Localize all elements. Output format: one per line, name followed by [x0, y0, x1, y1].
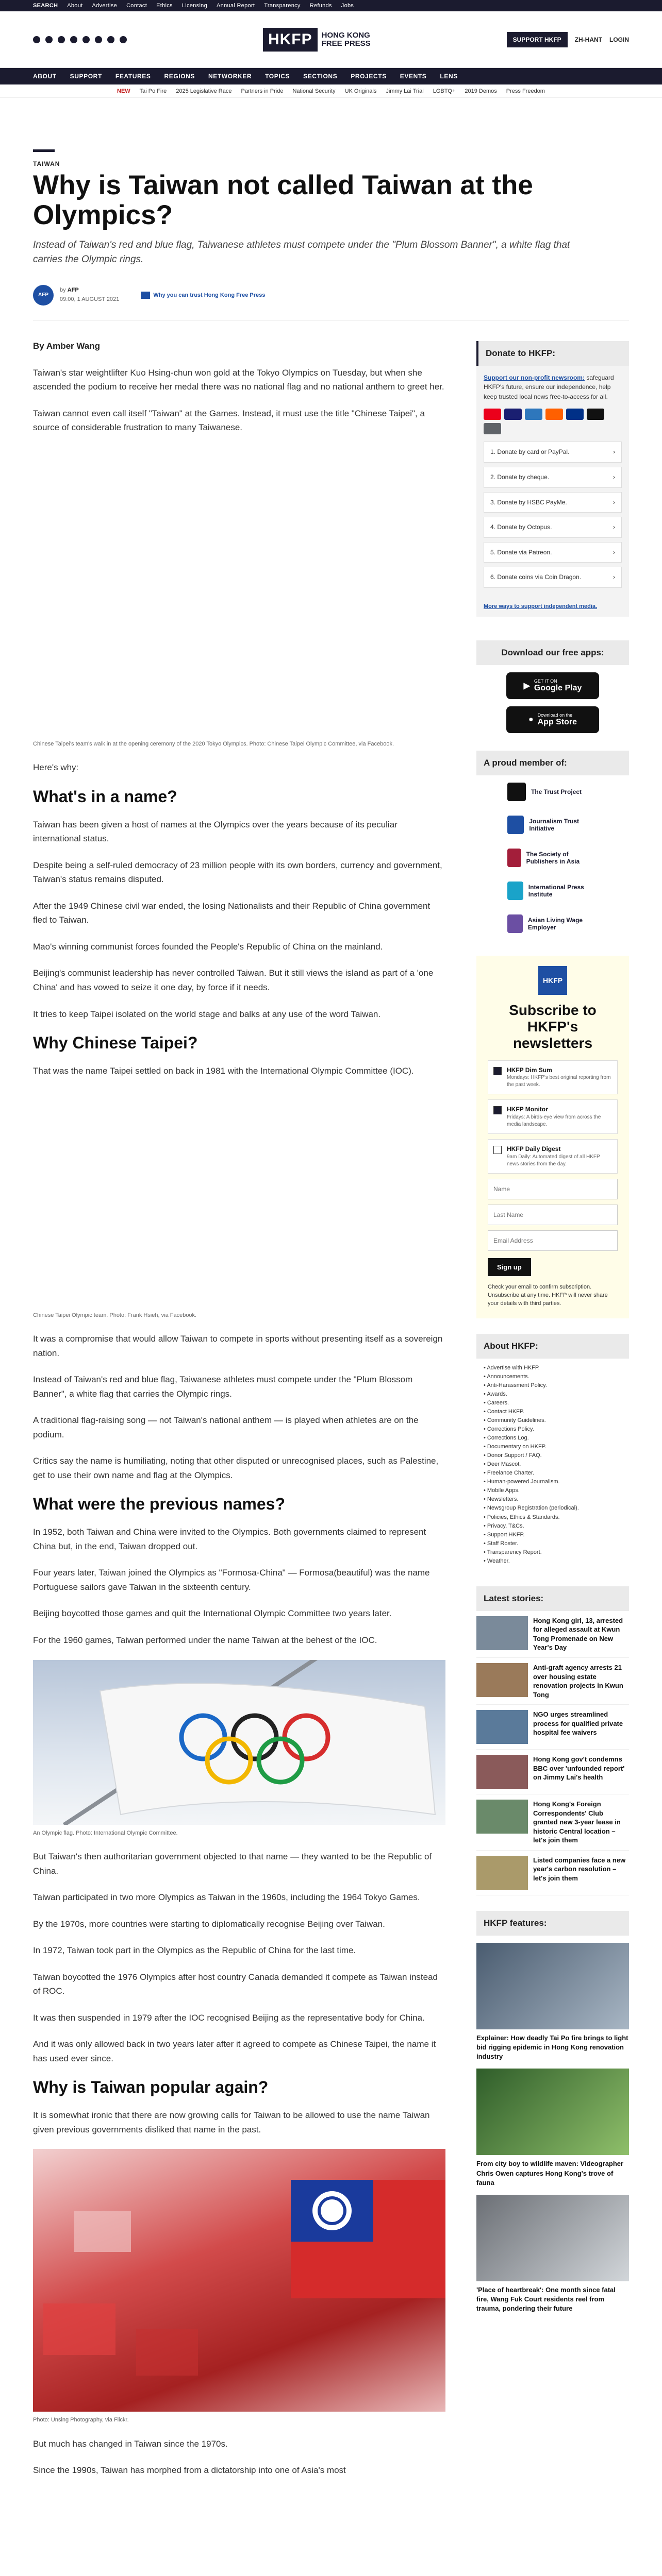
member-name: The Society of Publishers in Asia [526, 850, 580, 865]
trending-link[interactable]: Tai Po Fire [139, 88, 167, 94]
chevron-right-icon: › [613, 498, 615, 506]
feature-headline[interactable]: From city boy to wildlife maven: Videographer Chris Owen captures Hong Kong's trove of fauna [476, 2160, 624, 2187]
paragraph: Instead of Taiwan's red and blue flag, Taiwanese athletes must compete under the "Plum Blossom Banner", a white flag that carries the Olympic rings. [33, 1375, 413, 1399]
newsletter-option-desc: Mondays: HKFP's best original reporting from the past week. [507, 1075, 611, 1088]
email-input[interactable] [488, 1230, 618, 1251]
paragraph: Taiwan's star weightlifter Kuo Hsing-chun won gold at the Tokyo Olympics on Tuesday, but when she ascended the podium to receive her medal there was no national flag and no national anthem to greet her. [33, 367, 444, 392]
about-link[interactable]: • Newsletters. [484, 1495, 622, 1504]
figure [33, 2149, 445, 2425]
nav-item[interactable]: SUPPORT [70, 73, 102, 80]
about-link[interactable]: • Advertise with HKFP. [484, 1364, 622, 1372]
donate-option-label: 4. Donate by Octopus. [490, 523, 552, 531]
donate-option[interactable] [484, 517, 622, 538]
feature-headline[interactable]: 'Place of heartbreak': One month since fatal fire, Wang Fuk Court residents reel from trauma, pondering their future [476, 2286, 616, 2313]
google-play-icon: ▶ [523, 681, 530, 690]
paragraph: It was a compromise that would allow Taiwan to compete in sports without presenting itself as a sovereign nation. [33, 1334, 443, 1358]
apps-title: Download our free apps: [476, 640, 629, 665]
about-link[interactable]: • Policies, Ethics & Standards. [484, 1513, 622, 1522]
story-headline[interactable]: Hong Kong gov't condemns BBC over 'unfounded report' on Jimmy Lai's health [533, 1755, 625, 1782]
newsletter-title: Subscribe to HKFP's newsletters [509, 1002, 597, 1052]
about-link[interactable]: • Staff Roster. [484, 1539, 622, 1548]
about-link[interactable]: • Corrections Log. [484, 1434, 622, 1443]
masthead [0, 11, 662, 68]
donate-link[interactable]: Support our non-profit newsroom: [484, 374, 585, 381]
paragraph: Taiwan boycotted the 1976 Olympics after host country Canada demanded it compete as Taiwan instead of ROC. [33, 1972, 438, 1996]
byline-row [33, 285, 629, 320]
google-pay-icon [484, 423, 501, 434]
section-heading: Why is Taiwan popular again? [33, 2078, 269, 2097]
member-badge[interactable] [476, 841, 629, 874]
main-nav [0, 68, 662, 84]
donate-option-label: 5. Donate via Patreon. [490, 548, 552, 556]
member-title: A proud member of: [476, 751, 629, 775]
paragraph: It is somewhat ironic that there are now growing calls for Taiwan to be allowed to use the name Taiwan given previous governments disliked that name in the past. [33, 2110, 430, 2134]
about-link[interactable]: • Donor Support / FAQ. [484, 1451, 622, 1460]
twitter-icon[interactable] [45, 36, 53, 43]
newsletter-logo: HKFP [538, 966, 567, 995]
story-thumbnail[interactable] [476, 1663, 528, 1697]
donate-option[interactable] [484, 567, 622, 588]
last-name-input[interactable] [488, 1205, 618, 1225]
byline-meta [60, 286, 119, 304]
story-headline[interactable]: Anti-graft agency arrests 21 over housing estate renovation projects in Kwun Tong [533, 1663, 623, 1699]
apple-icon: ● [528, 715, 534, 724]
newsletter-note: Check your email to confirm subscription. Unsubscribe at any time. HKFP will never share your details with third parties. [488, 1283, 608, 1307]
trust-icon [141, 292, 150, 299]
about-link[interactable]: • Weather. [484, 1557, 622, 1566]
donate-title: Donate to HKFP: [476, 341, 629, 366]
newsletter-option[interactable] [488, 1099, 618, 1134]
social-links [33, 36, 127, 43]
logo-mark: HKFP [263, 28, 318, 52]
content-layout [0, 320, 662, 2490]
source-logo: AFP [33, 285, 54, 306]
member-badge[interactable] [476, 907, 629, 940]
checkbox-checked[interactable] [493, 1106, 502, 1114]
story-thumbnail[interactable] [476, 1755, 528, 1789]
store-label: Google Play [534, 683, 582, 692]
paragraph: By the 1970s, more countries were starting to diplomatically recognise Beijing over Taiwan. [33, 1919, 385, 1929]
feature-card[interactable] [476, 1943, 629, 2062]
topbar-link[interactable]: Licensing [181, 3, 208, 9]
sopa-logo [507, 849, 521, 867]
paypal-icon [566, 409, 584, 420]
signup-button[interactable]: Sign up [488, 1258, 531, 1276]
story-thumbnail[interactable] [476, 1856, 528, 1890]
chevron-right-icon: › [613, 548, 615, 556]
youtube-icon[interactable] [70, 36, 77, 43]
site-logo[interactable] [263, 28, 371, 52]
threads-icon[interactable] [107, 36, 114, 43]
story-headline[interactable]: Hong Kong girl, 13, arrested for alleged assault at Kwun Tong Promenade on New Year's Day [533, 1616, 623, 1652]
paragraph: A traditional flag-raising song — not Taiwan's national anthem — is played when athletes are on the podium. [33, 1415, 419, 1439]
image-caption: An Olympic flag. Photo: International Olympic Committee. [33, 1829, 178, 1836]
image-caption: Chinese Taipei Olympic team. Photo: Frank Hsieh, via Facebook. [33, 1312, 197, 1318]
topbar-link[interactable]: Refunds [309, 3, 332, 9]
paragraph: Critics say the name is humiliating, noting that other disputed or unrecognised places, such as Palestine, get to use their own name and flag at the Olympics. [33, 1456, 439, 1480]
taiwan-flag-illustration [33, 2149, 445, 2412]
newsletter-widget [476, 956, 629, 1318]
article-body [33, 341, 445, 2490]
nav-item[interactable]: TOPICS [265, 73, 290, 80]
about-link[interactable]: • Mobile Apps. [484, 1486, 622, 1495]
nav-item[interactable]: REGIONS [164, 73, 195, 80]
section-heading: What's in a name? [33, 787, 177, 806]
about-link[interactable]: • Support HKFP. [484, 1531, 622, 1539]
article-title: Why is Taiwan not called Taiwan at the Olympics? [33, 170, 533, 231]
store-label: App Store [537, 717, 577, 726]
support-button[interactable]: SUPPORT HKFP [507, 32, 568, 47]
trending-link[interactable]: LGBTQ+ [433, 88, 456, 94]
trust-badge[interactable] [141, 292, 265, 299]
feature-image[interactable] [476, 2069, 629, 2155]
logo-line: FREE PRESS [321, 39, 371, 48]
story-headline[interactable]: Hong Kong's Foreign Correspondents' Club granted new 3-year lease in historic Central location – let's join them [533, 1800, 621, 1844]
paragraph: Taiwan participated in two more Olympics as Taiwan in the 1960s, including the 1964 Tokyo Games. [33, 1892, 420, 1903]
newsletter-option[interactable] [488, 1139, 618, 1174]
about-link[interactable]: • Contact HKFP. [484, 1408, 622, 1416]
olympic-team-image[interactable] [33, 1091, 445, 1307]
olympic-flag-image[interactable] [33, 1660, 445, 1825]
donate-option-label: 2. Donate by cheque. [490, 473, 550, 481]
jti-logo [507, 816, 524, 834]
chevron-right-icon: › [613, 523, 615, 531]
topbar-link[interactable]: About [67, 3, 83, 9]
olympic-flag-illustration [33, 1660, 445, 1825]
story-item[interactable] [476, 1794, 629, 1851]
paragraph: Beijing's communist leadership has never controlled Taiwan. But it still views the island as part of a 'one China' and has vowed to seize it one day, by force if it needs. [33, 968, 434, 992]
trending-link[interactable]: 2019 Demos [465, 88, 497, 94]
about-list [476, 1359, 629, 1571]
publish-date: 09:00, 1 AUGUST 2021 [60, 296, 120, 302]
member-name: Asian Living Wage Employer [527, 916, 583, 931]
story-thumbnail[interactable] [476, 1710, 528, 1744]
paragraph: Mao's winning communist forces founded the People's Republic of China on the mainland. [33, 941, 383, 952]
article-category[interactable]: TAIWAN [33, 160, 60, 167]
trust-link[interactable]: Why you can trust Hong Kong Free Press [153, 292, 266, 298]
trending-link[interactable]: National Security [292, 88, 336, 94]
image-caption: Photo: Unsing Photography, via Flickr. [33, 2417, 129, 2424]
member-badge[interactable] [476, 775, 629, 808]
nav-item[interactable]: ABOUT [33, 73, 57, 80]
figure [33, 1660, 445, 1838]
member-name: International Press Institute [528, 883, 584, 898]
about-link[interactable]: • Awards. [484, 1390, 622, 1399]
language-switch[interactable]: ZH-HANT [574, 36, 602, 43]
about-link[interactable]: • Announcements. [484, 1372, 622, 1381]
story-item[interactable] [476, 1750, 629, 1794]
living-wage-logo [507, 914, 523, 933]
member-badge[interactable] [476, 874, 629, 907]
paragraph: In 1952, both Taiwan and China were invited to the Olympics. Both governments claimed to represent China but, in the end, Taiwan dropped out. [33, 1527, 426, 1551]
story-headline[interactable]: Listed companies face a new year's carbon resolution – let's join them [533, 1856, 626, 1882]
sidebar [476, 341, 629, 2490]
mastercard-icon [484, 409, 501, 420]
team-walk-in-image[interactable] [33, 447, 445, 736]
about-link[interactable]: • Transparency Report. [484, 1548, 622, 1557]
story-headline[interactable]: NGO urges streamlined process for qualified private hospital fee waivers [533, 1710, 623, 1737]
paragraph: And it was only allowed back in two years later after it agreed to compete as Chinese Taipei, the name it has used ever since. [33, 2039, 436, 2063]
checkbox[interactable] [493, 1146, 502, 1154]
donate-option-label: 1. Donate by card or PayPal. [490, 448, 570, 456]
store-small-label: Download on the [537, 712, 573, 718]
donate-option[interactable] [484, 492, 622, 513]
topbar-link[interactable]: Annual Report [217, 3, 255, 9]
feature-image[interactable] [476, 1943, 629, 2029]
logo-wordmark [322, 31, 371, 48]
donate-option-label: 3. Donate by HSBC PayMe. [490, 498, 567, 506]
visa-icon [504, 409, 522, 420]
paragraph: Since the 1990s, Taiwan has morphed from a dictatorship into one of Asia's most [33, 2465, 346, 2476]
donate-widget [476, 341, 629, 617]
login-link[interactable]: LOGIN [609, 36, 629, 43]
member-name: The Trust Project [531, 788, 582, 795]
paragraph: That was the name Taipei settled on back in 1981 with the International Olympic Committee (IOC). [33, 1066, 414, 1076]
masthead-actions [507, 32, 629, 47]
trending-link[interactable]: UK Originals [344, 88, 377, 94]
about-title: About HKFP: [476, 1334, 629, 1359]
story-item[interactable] [476, 1705, 629, 1750]
linkedin-icon[interactable] [82, 36, 90, 43]
story-item[interactable] [476, 1658, 629, 1705]
paragraph: It tries to keep Taipei isolated on the world stage and balks at any use of the word Taiwan. [33, 1009, 381, 1019]
topbar-link[interactable]: Ethics [156, 3, 173, 9]
member-badge[interactable] [476, 808, 629, 841]
story-thumbnail[interactable] [476, 1800, 528, 1834]
donate-text: safeguard HKFP's future, ensure our independence, help keep trusted local news free-to-access for all. [484, 374, 614, 400]
newsletter-option-name: HKFP Dim Sum [507, 1066, 552, 1074]
trending-link[interactable]: 2025 Legislative Race [176, 88, 232, 94]
newsletter-option[interactable] [488, 1060, 618, 1095]
author[interactable]: By Amber Wang [33, 341, 101, 351]
trending-link[interactable]: Partners in Pride [241, 88, 284, 94]
newsletter-option-name: HKFP Daily Digest [507, 1145, 561, 1153]
image-caption: Chinese Taipei's team's walk in at the opening ceremony of the 2020 Tokyo Olympics. Photo: Chinese Taipei Olympic Committee, via Facebook. [33, 740, 394, 747]
feature-image[interactable] [476, 2195, 629, 2281]
nav-item[interactable]: FEATURES [115, 73, 151, 80]
logo-line: HONG KONG [321, 30, 370, 40]
about-link[interactable]: • Careers. [484, 1399, 622, 1408]
kicker-rule [33, 149, 55, 152]
topbar-link[interactable]: Jobs [341, 3, 354, 9]
new-label: NEW [117, 88, 130, 94]
byline-source[interactable]: AFP [67, 287, 79, 293]
story-thumbnail[interactable] [476, 1616, 528, 1650]
more-ways-link[interactable]: More ways to support independent media. [484, 603, 598, 609]
features-title: HKFP features: [476, 1911, 629, 1936]
feature-card[interactable] [476, 2069, 629, 2188]
chevron-right-icon: › [613, 473, 615, 481]
about-link[interactable]: • Corrections Policy. [484, 1425, 622, 1434]
checkbox-checked[interactable] [493, 1067, 502, 1075]
paragraph: Despite being a self-ruled democracy of 23 million people with its own borders, currency and government, Taiwan's status remains disputed. [33, 860, 442, 885]
trust-project-logo [507, 783, 526, 801]
name-input[interactable] [488, 1179, 618, 1199]
paragraph: In 1972, Taiwan took part in the Olympics as the Republic of China for the last time. [33, 1945, 356, 1956]
about-link[interactable]: • Deer Mascot. [484, 1460, 622, 1469]
figure [33, 447, 445, 749]
paragraph: Beijing boycotted those games and quit the International Olympic Committee two years later. [33, 1608, 392, 1619]
section-heading: Why Chinese Taipei? [33, 1033, 198, 1053]
about-link[interactable]: • Human-powered Journalism. [484, 1478, 622, 1486]
about-link[interactable]: • Newsgroup Registration (periodical). [484, 1504, 622, 1513]
about-link[interactable]: • Documentary on HKFP. [484, 1443, 622, 1451]
search-link[interactable]: SEARCH [33, 3, 58, 9]
paragraph: But Taiwan's then authoritarian government objected to that name — they wanted to be the Republic of China. [33, 1852, 432, 1876]
donate-option[interactable] [484, 542, 622, 563]
newsletter-option-desc: 9am Daily: Automated digest of all HKFP news stories from the day. [507, 1154, 600, 1167]
figure [33, 1091, 445, 1320]
apple-pay-icon [587, 409, 604, 420]
amex-icon [525, 409, 542, 420]
donate-body [476, 366, 629, 599]
nav-item[interactable]: LENS [440, 73, 458, 80]
topbar-link[interactable]: Transparency [264, 3, 301, 9]
topbar-link[interactable]: Advertise [92, 3, 118, 9]
paragraph: Taiwan has been given a host of names at the Olympics over the years because of its peculiar international status. [33, 819, 398, 844]
trending-bar [0, 84, 662, 98]
about-link[interactable]: • Privacy, T&Cs. [484, 1522, 622, 1531]
paragraph: Taiwan cannot even call itself "Taiwan" at the Games. Instead, it must use the title "Chinese Taipei", a source of considerable frustration to many Taiwanese. [33, 408, 425, 433]
nav-item[interactable]: PROJECTS [351, 73, 387, 80]
instagram-icon[interactable] [58, 36, 65, 43]
nav-item[interactable]: NETWORKER [208, 73, 252, 80]
newsletter-option-name: HKFP Monitor [507, 1106, 548, 1113]
latest-stories [476, 1611, 629, 1895]
facebook-icon[interactable] [33, 36, 40, 43]
trending-link[interactable]: Press Freedom [506, 88, 545, 94]
chevron-right-icon: › [613, 573, 615, 581]
article-header [0, 98, 662, 320]
paragraph: Here's why: [33, 762, 79, 773]
paragraph: Four years later, Taiwan joined the Olympics as "Formosa-China" — Formosa(beautiful) was the name Portuguese sailors gave Taiwan in the sixteenth century. [33, 1568, 430, 1592]
google-play-button[interactable] [506, 672, 599, 699]
latest-title: Latest stories: [476, 1586, 629, 1611]
newsletter-option-desc: Fridays: A birds-eye view from across the media landscape. [507, 1114, 601, 1128]
app-store-button[interactable] [506, 706, 599, 733]
nav-item[interactable]: SECTIONS [303, 73, 338, 80]
byline-prefix: by [60, 287, 66, 293]
top-utility-bar [0, 0, 662, 11]
discover-icon [545, 409, 563, 420]
trending-link[interactable]: Jimmy Lai Trial [386, 88, 424, 94]
paragraph: It was then suspended in 1979 after the IOC recognised Beijing as the representative body for China. [33, 2012, 425, 2023]
donate-option-label: 6. Donate coins via Coin Dragon. [490, 573, 582, 581]
store-small-label: GET IT ON [534, 678, 557, 684]
about-link[interactable]: • Freelance Charter. [484, 1469, 622, 1478]
about-link[interactable]: • Community Guidelines. [484, 1416, 622, 1425]
feature-headline[interactable]: Explainer: How deadly Tai Po fire brings to light bid rigging epidemic in Hong Kong renovation industry [476, 2033, 628, 2061]
story-item[interactable] [476, 1851, 629, 1895]
paragraph: But much has changed in Taiwan since the 1970s. [33, 2438, 228, 2449]
taiwan-flags-image[interactable] [33, 2149, 445, 2412]
donate-option[interactable] [484, 467, 622, 488]
topbar-link[interactable]: Contact [126, 3, 147, 9]
section-heading: What were the previous names? [33, 1495, 286, 1514]
about-link[interactable]: • Anti-Harassment Policy. [484, 1381, 622, 1390]
payment-methods [484, 409, 622, 434]
donate-option[interactable] [484, 442, 622, 463]
nav-item[interactable]: EVENTS [400, 73, 427, 80]
member-name: Journalism Trust Initiative [529, 817, 580, 832]
feature-card[interactable] [476, 2195, 629, 2314]
paragraph: After the 1949 Chinese civil war ended, the losing Nationalists and their Republic of China government fled to Taiwan. [33, 901, 431, 925]
paragraph: For the 1960 games, Taiwan performed under the name Taiwan at the behest of the IOC. [33, 1635, 377, 1645]
rss-icon[interactable] [120, 36, 127, 43]
telegram-icon[interactable] [95, 36, 102, 43]
story-item[interactable] [476, 1611, 629, 1658]
chevron-right-icon: › [613, 448, 615, 456]
article-standfirst: Instead of Taiwan's red and blue flag, Taiwanese athletes must compete under the "Plum Blossom Banner", a white flag that carries the Olympic rings. [33, 239, 570, 265]
ipi-logo [507, 882, 523, 900]
